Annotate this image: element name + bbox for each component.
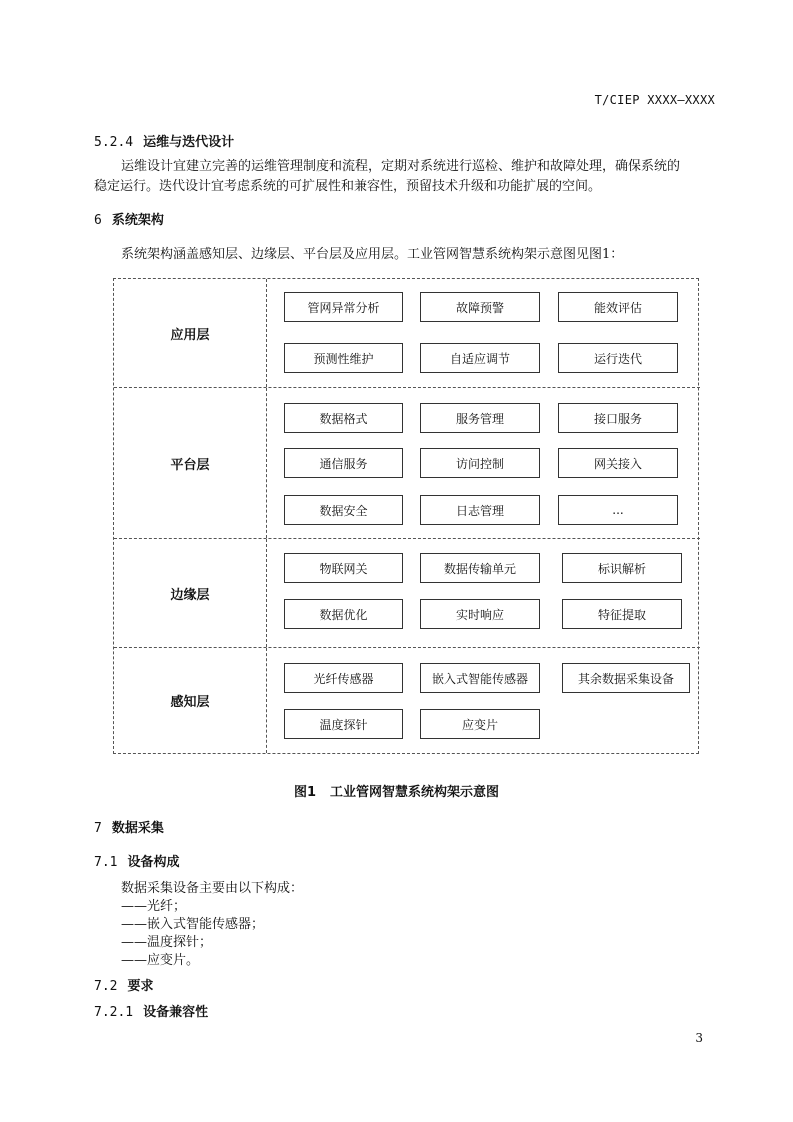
layer-label: 感知层 [114, 648, 267, 753]
layer-application [114, 279, 700, 387]
diagram-box: 能效评估 [558, 292, 678, 322]
list-item: ——光纤； [121, 899, 187, 914]
layer-label: 平台层 [114, 388, 267, 538]
layer-platform [114, 387, 700, 538]
diagram-box: 数据格式 [284, 403, 403, 433]
diagram-box: 温度探针 [284, 709, 403, 739]
list-item: ——温度探针； [121, 935, 213, 950]
diagram-box: 通信服务 [284, 448, 403, 478]
diagram-box: 标识解析 [562, 553, 682, 583]
section-number: 7 [94, 821, 102, 836]
section-title: 数据采集 [111, 821, 164, 836]
diagram-box: 其余数据采集设备 [562, 663, 690, 693]
diagram-box: 运行迭代 [558, 343, 678, 373]
diagram-box: 自适应调节 [420, 343, 540, 373]
diagram-box: 预测性维护 [284, 343, 403, 373]
section-number: 5.2.4 [94, 135, 134, 150]
section-number: 7.2 [94, 979, 118, 994]
section-heading-7-2-1 [94, 1001, 208, 1020]
paragraph-line: 稳定运行。迭代设计宜考虑系统的可扩展性和兼容性，预留技术升级和功能扩展的空间。 [94, 179, 602, 194]
list-item: ——应变片。 [121, 953, 200, 968]
section-heading-7-1 [94, 851, 180, 870]
diagram-box: 管网异常分析 [284, 292, 403, 322]
section-number: 6 [94, 213, 102, 228]
diagram-box: 嵌入式智能传感器 [420, 663, 540, 693]
section-number: 7.1 [94, 855, 118, 870]
diagram-box: 访问控制 [420, 448, 540, 478]
diagram-box: 数据优化 [284, 599, 403, 629]
diagram-box: ... [558, 495, 678, 525]
diagram-box: 特征提取 [562, 599, 682, 629]
diagram-box: 光纤传感器 [284, 663, 403, 693]
section-heading-5-2-4 [94, 131, 234, 150]
section-heading-7 [94, 817, 164, 836]
section-heading-6 [94, 209, 164, 228]
diagram-box: 服务管理 [420, 403, 540, 433]
section-title: 系统架构 [111, 213, 164, 228]
layer-perception [114, 647, 700, 753]
diagram-box: 接口服务 [558, 403, 678, 433]
section-number: 7.2.1 [94, 1005, 134, 1020]
diagram-box: 网关接入 [558, 448, 678, 478]
figure-caption [0, 781, 793, 800]
diagram-box: 数据安全 [284, 495, 403, 525]
section-title: 设备兼容性 [143, 1005, 209, 1020]
section-title: 设备构成 [127, 855, 180, 870]
section-title: 运维与迭代设计 [143, 135, 235, 150]
diagram-box: 应变片 [420, 709, 540, 739]
architecture-diagram [113, 278, 699, 754]
list-item: ——嵌入式智能传感器； [121, 917, 265, 932]
diagram-box: 物联网关 [284, 553, 403, 583]
layer-edge [114, 538, 700, 647]
figure-number: 图1 [293, 785, 317, 800]
section-heading-7-2 [94, 975, 154, 994]
paragraph-line: 运维设计宜建立完善的运维管理制度和流程，定期对系统进行巡检、维护和故障处理，确保系统的 [121, 159, 681, 174]
layer-label: 应用层 [114, 279, 267, 387]
page-number: 3 [695, 1031, 703, 1045]
paragraph: 系统架构涵盖感知层、边缘层、平台层及应用层。工业管网智慧系统构架示意图见图1： [121, 247, 624, 262]
diagram-box: 数据传输单元 [420, 553, 540, 583]
layer-label: 边缘层 [114, 539, 267, 647]
diagram-box: 实时响应 [420, 599, 540, 629]
document-code: T/CIEP XXXX—XXXX [594, 93, 715, 107]
paragraph: 数据采集设备主要由以下构成： [121, 881, 304, 896]
diagram-box: 故障预警 [420, 292, 540, 322]
figure-title: 工业管网智慧系统构架示意图 [330, 785, 500, 800]
diagram-box: 日志管理 [420, 495, 540, 525]
section-title: 要求 [127, 979, 154, 994]
